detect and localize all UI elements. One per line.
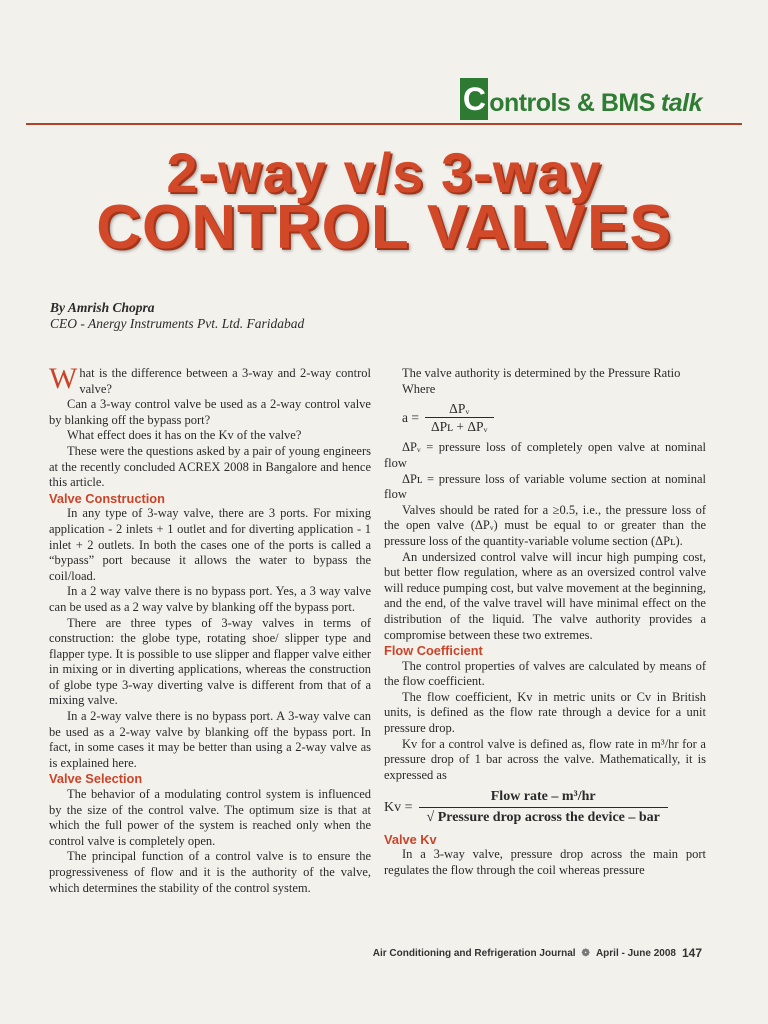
kv-numerator: Flow rate – m³/hr (490, 789, 596, 805)
definition-pl: ΔPʟ = pressure loss of variable volume section at nominal flow (384, 471, 706, 502)
page-number: 147 (681, 946, 702, 960)
heading-valve-kv: Valve Kv (384, 831, 437, 847)
selection-paragraph-2: The principal function of a control valve is to ensure the progressiveness of flow and it is the authority of the valve, which determines the stability of the control system. (49, 849, 371, 895)
headline-line1: 2-way v/s 3-way (166, 141, 602, 204)
authority-formula-lhs: a = (402, 409, 419, 425)
top-rule (26, 123, 742, 125)
rating-paragraph: Valves should be rated for a ≥0.5, i.e., the pressure loss of the open valve (ΔPᵥ) must be equal to or greater than the pressure loss of the quantity-variable volume section (ΔPʟ). (384, 502, 706, 548)
authority-denominator: ΔPʟ + ΔPᵥ (425, 417, 494, 435)
page-footer (373, 946, 702, 960)
byline-author: By Amrish Chopra (50, 300, 155, 315)
footer-journal: Air Conditioning and Refrigeration Journal (372, 947, 576, 959)
section-tag-letter: C (460, 78, 488, 120)
kv-formula-lhs: Kv = (384, 799, 413, 815)
where-label: Where (402, 381, 436, 396)
byline (50, 300, 304, 332)
definition-pv: ΔPᵥ = pressure loss of completely open valve at nominal flow (384, 440, 706, 470)
section-tag-main: ontrols & BMS (489, 89, 655, 117)
kv-fraction (419, 789, 668, 825)
authority-numerator: ΔPᵥ (449, 401, 470, 417)
heading-valve-selection: Valve Selection (49, 771, 143, 787)
byline-role: CEO - Anergy Instruments Pvt. Ltd. Faridabad (50, 316, 305, 331)
authority-formula (402, 401, 706, 434)
right-column (384, 366, 706, 878)
authority-paragraph: The valve authority is determined by the Pressure Ratio (402, 366, 681, 380)
authority-fraction (425, 401, 494, 434)
intro-paragraph-1 (49, 362, 371, 397)
intro-paragraph-2: Can a 3-way control valve be used as a 2-way control valve by blanking off the bypass port? (49, 397, 371, 427)
footer-issue: April - June 2008 (595, 947, 676, 959)
intro-paragraph-4: These were the questions asked by a pair of young engineers at the recently concluded ACREX 2008 in Bangalore and hence this article. (49, 443, 371, 490)
selection-paragraph-1: The behavior of a modulating control system is influenced by the size of the control valve. The optimum size is that at which the full power of the system is reached only when the control valve is completely open. (49, 787, 371, 848)
intro-paragraph-3: What effect does it has on the Kv of the valve? (67, 428, 302, 443)
flow-paragraph-3: Kv for a control valve is defined as, flow rate in m³/hr for a pressure drop of 1 bar across the valve. Mathematically, it is expressed as (384, 736, 706, 782)
construction-paragraph-1: In any type of 3-way valve, there are 3 ports. For mixing application - 2 inlets + 1 outlet and for diverting application - 1 inlet + 2 outlets. In both the cases one of the ports is called a “bypass” port because it allows the water to bypass the coil/load. (49, 506, 371, 583)
intro-paragraph-1-text: hat is the difference between a 3-way and 2-way control valve? (79, 366, 371, 396)
construction-paragraph-2: In a 2 way valve there is no bypass port. Yes, a 3 way valve can be used as a 2 way valve by blanking off the bypass port. (49, 584, 371, 614)
kv-denominator: √ Pressure drop across the device – bar (419, 807, 668, 826)
footer-separator-icon: ❁ (581, 947, 590, 959)
construction-paragraph-4: In a 2-way valve there is no bypass port. A 3-way valve can be used as a 2-way valve by blanking off the bypass port. In fact, in some cases it may be better than using a 2-way valve as is explained here. (49, 709, 371, 770)
section-tag (460, 80, 702, 120)
construction-paragraph-3: There are three types of 3-way valves in terms of construction: the globe type, rotating shoe/ slipper type and flapper type. It is possible to use slipper and flapper valve either in mixing or in diverting applications, whereas the construction of globe type 3-way diverting valve is different from that of a mixing valve. (49, 615, 371, 708)
flow-paragraph-1: The control properties of valves are calculated by means of the flow coefficient. (384, 658, 706, 689)
headline-line2: CONTROL VALVES (96, 193, 672, 262)
section-tag-italic: talk (660, 89, 702, 117)
kv-paragraph: In a 3-way valve, pressure drop across the main port regulates the flow through the coil whereas pressure (384, 847, 706, 877)
dropcap: W (49, 362, 78, 395)
heading-flow-coefficient: Flow Coefficient (384, 643, 483, 659)
kv-formula (384, 789, 706, 825)
left-column (49, 362, 371, 896)
heading-valve-construction: Valve Construction (49, 490, 165, 506)
undersized-paragraph: An undersized control valve will incur high pumping cost, but better flow regulation, where as an oversized control valve will reduce pumping cost, but valve movement at the beginning, and the end, of the valve travel will have minimal effect on the distribution of the liquid. The valve authority provides a compromise between these two extremes. (384, 549, 706, 642)
flow-paragraph-2: The flow coefficient, Kv in metric units or Cv in British units, is defined as the flow rate through a device for a unit pressure drop. (384, 689, 706, 736)
